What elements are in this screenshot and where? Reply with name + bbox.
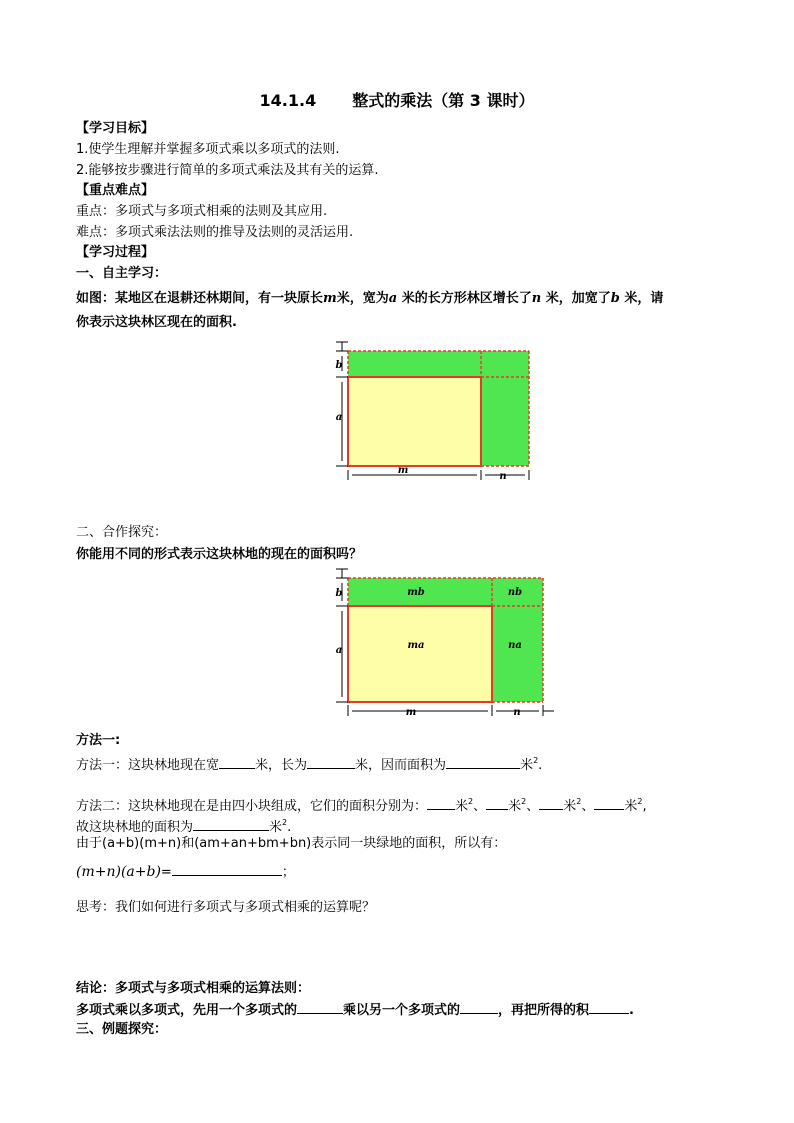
key-point: 重点：多项式与多项式相乘的法则及其应用. <box>76 204 328 219</box>
equation-lhs: (m+n)(a+b) <box>76 864 161 880</box>
method2-line2: 故这块林地的面积为 米$^2$. <box>76 818 292 835</box>
blank-piece-2[interactable] <box>486 797 508 810</box>
fig1-label-m: m <box>397 465 409 476</box>
section2-heading: 二、合作探究： <box>76 525 168 540</box>
equation-line: (m+n)(a+b)= ； <box>76 864 295 880</box>
fig1-label-n: n <box>499 471 507 482</box>
difficulty-point: 难点：多项式乘法法则的推导及法则的灵活运用. <box>76 225 354 240</box>
figure-1 <box>322 336 542 484</box>
section1-question: 如图：某地区在退耕还林期间，有一块原长m米，宽为a 米的长方形林区增长了n 米，加宽了b 米，请 <box>76 291 664 306</box>
conclusion-rule: 多项式乘以多项式，先用一个多项式的 乘以另一个多项式的 ，再把所得的积 . <box>76 1003 634 1018</box>
blank-width[interactable] <box>219 756 255 769</box>
blank-area[interactable] <box>446 756 520 769</box>
lesson-title: 整式的乘法（第 3 课时） <box>352 91 535 110</box>
method2-line1: 方法二：这块林地现在是由四小块组成，它们的面积分别为： 米$^2$、 米$^2$、 米$^2$、 米$^2$, <box>76 797 647 814</box>
fig1-label-b: b <box>335 360 343 371</box>
blank-equation[interactable] <box>172 863 282 876</box>
think-question: 思考：我们如何进行多项式与多项式相乘的运算呢？ <box>76 900 376 915</box>
fig2-region-ma <box>348 606 492 702</box>
blank-piece-4[interactable] <box>594 797 624 810</box>
since-statement: 由于(a+b)(m+n)和(am+an+bm+bn)表示同一块绿地的面积，所以有： <box>76 836 507 851</box>
blank-rule-2[interactable] <box>460 1001 498 1014</box>
conclusion-heading: 结论：多项式与多项式相乘的运算法则： <box>76 981 311 996</box>
method1-line: 方法一：这块林地现在宽 米，长为 米，因而面积为 米$^2$. <box>76 756 543 773</box>
blank-rule-1[interactable] <box>297 1001 343 1014</box>
section1-heading: 一、自主学习： <box>76 266 168 281</box>
fig1-label-a: a <box>335 412 343 423</box>
method1-heading: 方法一: <box>76 733 121 748</box>
fig2-region-na <box>492 606 543 702</box>
blank-rule-3[interactable] <box>589 1001 629 1014</box>
section2-question: 你能用不同的形式表示这块林地的现在的面积吗？ <box>76 547 363 562</box>
blank-length[interactable] <box>307 756 355 769</box>
fig2-label-mb: mb <box>407 587 425 598</box>
page-title <box>0 88 794 111</box>
fig1-region-original <box>348 377 481 466</box>
fig2-label-ma: ma <box>407 640 425 651</box>
process-heading: 【学习过程】 <box>76 245 155 260</box>
objective-1: 1.使学生理解并掌握多项式乘以多项式的法则. <box>76 142 340 157</box>
blank-total-area[interactable] <box>193 818 269 831</box>
fig2-label-n: n <box>513 707 521 718</box>
objectives-heading: 【学习目标】 <box>76 121 155 136</box>
fig2-label-a: a <box>335 645 343 656</box>
fig2-label-nb: nb <box>507 587 523 598</box>
figure-2 <box>322 566 558 718</box>
fig2-label-na: na <box>508 640 522 651</box>
fig1-region-right <box>481 377 529 466</box>
section3-heading: 三、例题探究： <box>76 1022 168 1037</box>
blank-piece-1[interactable] <box>427 797 455 810</box>
objective-2: 2.能够按步骤进行简单的多项式乘法及其有关的运算. <box>76 163 379 178</box>
fig2-label-b: b <box>335 588 343 599</box>
section1-question-line2: 你表示这块林区现在的面积. <box>76 315 237 330</box>
fig1-region-top <box>348 351 529 377</box>
fig2-label-m: m <box>405 707 417 718</box>
key-points-heading: 【重点难点】 <box>76 183 155 198</box>
lesson-number: 14.1.4 <box>259 91 317 110</box>
blank-piece-3[interactable] <box>539 797 563 810</box>
